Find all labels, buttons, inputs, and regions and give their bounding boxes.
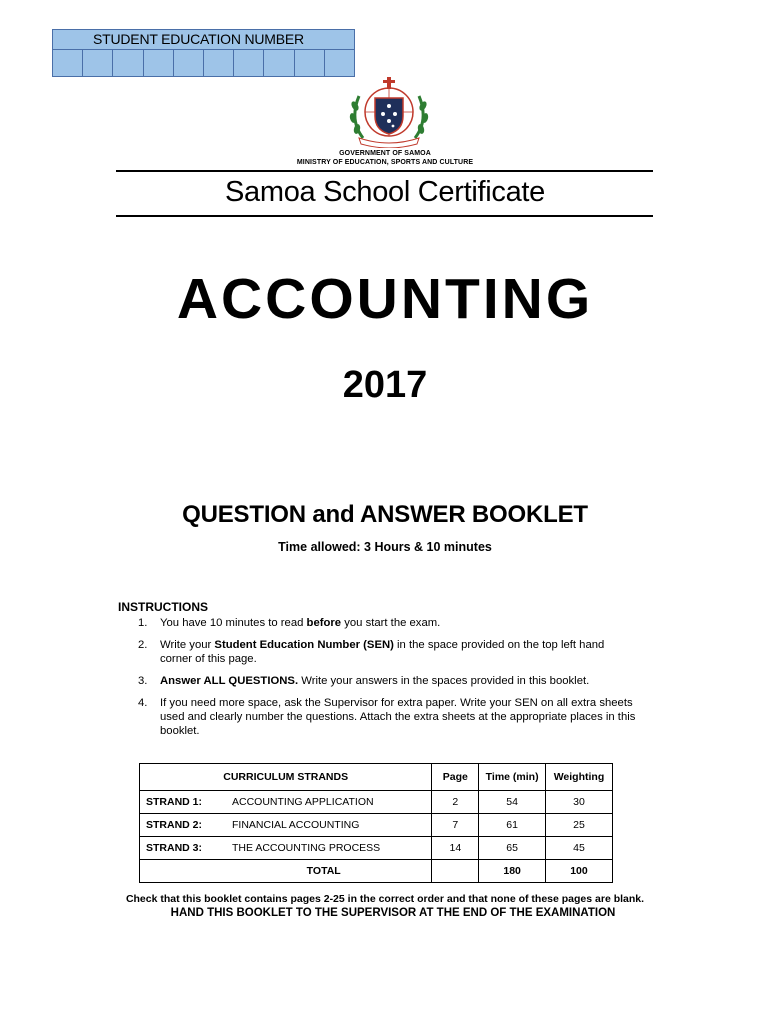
government-name: GOVERNMENT OF SAMOA [339,150,431,157]
weighting-cell: 25 [545,814,612,837]
divider-top [116,170,653,172]
strand-label: STRAND 1: [146,796,203,808]
strand-name: FINANCIAL ACCOUNTING [232,819,360,831]
sen-cells [53,50,354,76]
total-time: 180 [479,860,546,883]
ministry-name: MINISTRY OF EDUCATION, SPORTS AND CULTURE [296,159,474,166]
sen-cell[interactable] [264,50,294,76]
sen-cell[interactable] [53,50,83,76]
instruction-item [138,616,638,630]
table-row [140,791,613,814]
certificate-title: Samoa School Certificate [224,176,545,208]
instruction-number: 2. [138,639,148,651]
instruction-item [138,696,638,738]
total-label: TOTAL [140,860,432,883]
sen-box [52,29,355,77]
sen-cell[interactable] [295,50,325,76]
sen-label: STUDENT EDUCATION NUMBER [53,30,354,50]
weighting-cell: 45 [545,837,612,860]
time-cell: 65 [479,837,546,860]
table-total-row [140,860,613,883]
weighting-cell: 30 [545,791,612,814]
instruction-text: Answer ALL QUESTIONS. Write your answers in the spaces provided in this booklet. [160,675,590,687]
instruction-number: 3. [138,675,148,687]
instructions-heading: INSTRUCTIONS [118,600,208,614]
strand-name: ACCOUNTING APPLICATION [232,796,374,808]
instruction-text: Write your Student Education Number (SEN) in the space provided on the top left hand corner of this page. [160,639,605,665]
instruction-number: 1. [138,617,148,629]
time-cell: 54 [479,791,546,814]
sen-cell[interactable] [234,50,264,76]
header-strands: CURRICULUM STRANDS [140,764,432,791]
instruction-item [138,638,638,666]
instructions-list [138,616,638,746]
strand-cell [140,814,432,837]
table-row [140,814,613,837]
page-check-note: Check that this booklet contains pages 2-25 in the correct order and that none of these pages are blank. [125,893,645,905]
time-allowed: Time allowed: 3 Hours & 10 minutes [278,540,492,554]
header-time: Time (min) [479,764,546,791]
samoa-coat-of-arms-icon [345,76,433,148]
header-page: Page [432,764,479,791]
page-cell: 7 [432,814,479,837]
instruction-number: 4. [138,697,148,709]
total-page-cell [432,860,479,883]
sen-cell[interactable] [204,50,234,76]
table-row [140,837,613,860]
page-cell: 14 [432,837,479,860]
instruction-text: You have 10 minutes to read before you start the exam. [160,617,441,629]
exam-year: 2017 [342,364,428,406]
total-weighting: 100 [545,860,612,883]
hand-in-note: HAND THIS BOOKLET TO THE SUPERVISOR AT THE END OF THE EXAMINATION [170,907,616,919]
curriculum-strands-table [139,763,613,883]
sen-cell[interactable] [83,50,113,76]
sen-cell[interactable] [325,50,354,76]
page-cell: 2 [432,791,479,814]
instruction-text: If you need more space, ask the Supervisor for extra paper. Write your SEN on all extra sheets used and clearly number the questions. Attach the extra sheets at the appropriate places in this booklet. [160,697,636,737]
time-cell: 61 [479,814,546,837]
table-header-row [140,764,613,791]
subject-title: ACCOUNTING [176,267,594,331]
instruction-item [138,674,638,688]
strand-cell [140,837,432,860]
sen-cell[interactable] [113,50,143,76]
sen-cell[interactable] [174,50,204,76]
strand-cell [140,791,432,814]
strand-name: THE ACCOUNTING PROCESS [232,842,381,854]
strand-label: STRAND 3: [146,842,203,854]
header-weighting: Weighting [545,764,612,791]
strand-label: STRAND 2: [146,819,203,831]
sen-cell[interactable] [144,50,174,76]
booklet-title: QUESTION and ANSWER BOOKLET [182,501,588,528]
divider-bottom [116,215,653,217]
